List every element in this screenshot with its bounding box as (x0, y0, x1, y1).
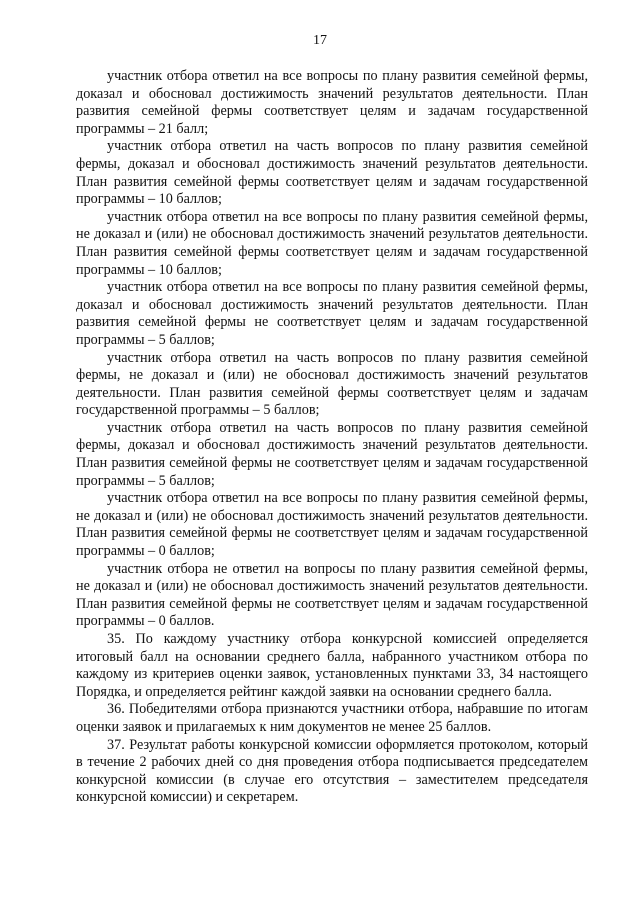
criteria-item-5: участник отбора ответил на часть вопросов по плану развития семейной фермы, не доказал и (или) не обосновал достижимость значений результатов деятельности. План развития семейной фермы соответствует целям и задачам государственной программы – 5 баллов; (76, 349, 588, 419)
criteria-item-1: участник отбора ответил на все вопросы по плану развития семейной фермы, доказал и обосновал достижимость значений результатов деятельности. План развития семейной фермы соответствует целям и задачам государственной программы – 21 балл; (76, 68, 588, 137)
document-body (76, 68, 588, 807)
criteria-item-7: участник отбора ответил на все вопросы по плану развития семейной фермы, не доказал и (или) не обосновал достижимость значений результатов деятельности. План развития семейной фермы не соответствует целям и задачам государственной программы – 0 баллов; (76, 490, 588, 560)
clause-35: 35. По каждому участнику отбора конкурсной комиссией определяется итоговый балл на основании среднего балла, набранного участником отбора по каждому из критериев оценки заявок, установленных пунктами 33, 34 настоящего Порядка, и определяется рейтинг каждой заявки на основании среднего балла. (76, 631, 588, 700)
criteria-item-6: участник отбора ответил на часть вопросов по плану развития семейной фермы, доказал и обосновал достижимость значений результатов деятельности. План развития семейной фермы не соответствует целям и задачам государственной программы – 5 баллов; (76, 419, 588, 489)
criteria-item-3: участник отбора ответил на все вопросы по плану развития семейной фермы, не доказал и (или) не обосновал достижимость значений результатов деятельности. План развития семейной фермы соответствует целям и задачам государственной программы – 10 баллов; (76, 208, 588, 278)
page-number: 17 (313, 33, 327, 48)
criteria-item-4: участник отбора ответил на все вопросы по плану развития семейной фермы, доказал и обосновал достижимость значений результатов деятельности. План развития семейной фермы не соответствует целям и задачам государственной программы – 5 баллов; (76, 279, 588, 348)
criteria-item-8: участник отбора не ответил на вопросы по плану развития семейной фермы, не доказал и (или) не обосновал достижимость значений результатов деятельности. План развития семейной фермы не соответствует целям и задачам государственной программы – 0 баллов. (76, 560, 588, 630)
clause-36: 36. Победителями отбора признаются участники отбора, набравшие по итогам оценки заявок и прилагаемых к ним документов не менее 25 баллов. (76, 701, 588, 735)
clause-37: 37. Результат работы конкурсной комиссии оформляется протоколом, который в течение 2 рабочих дней со дня проведения отбора подписывается председателем конкурсной комиссии (в случае его отсутствия – заместителем председателя конкурсной комиссии) и секретарем. (76, 736, 588, 806)
criteria-item-2: участник отбора ответил на часть вопросов по плану развития семейной фермы, доказал и обосновал достижимость значений результатов деятельности. План развития семейной фермы соответствует целям и задачам государственной программы – 10 баллов; (76, 138, 588, 208)
